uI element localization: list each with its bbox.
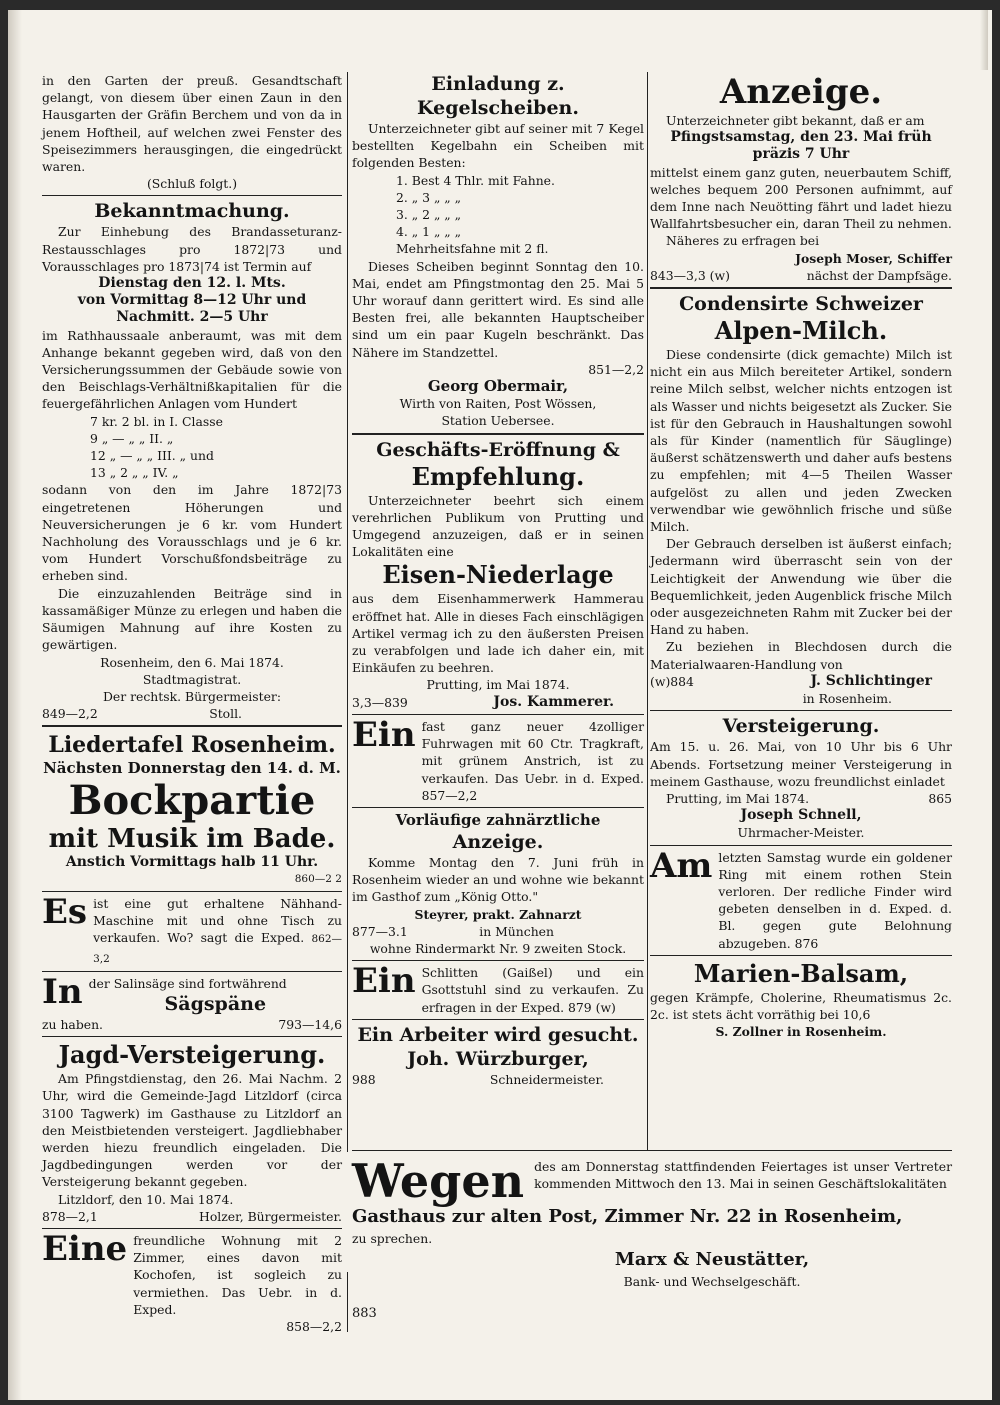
ad-title: Geschäfts-Eröffnung & — [376, 438, 620, 461]
ad-text: Diese condensirte (dick gemachte) Milch ist nicht ein aus Milch bereiteter Artikel, sondern reine Milch selbst, welcher nichts entzogen ist als Wasser und nichts beigesetzt als Zucker. Sie ist für den Gebrauch in Haushaltungen sowohl als für Kinder (namentlich für Säuglinge) äußerst schätzenswerth und daher aufs bestens zu empfehlen; mit 4—5 Theilen Wasser aufgelöst zu allen und jeden Zwecken verwendbar wie gewöhnlich frische und süße Milch. — [650, 347, 952, 535]
ad-signature-line: Uhrmacher-Meister. — [737, 825, 865, 841]
rate-line: 12 „ — „ „ III. „ und — [90, 448, 214, 464]
divider — [42, 971, 342, 972]
ad-code: 865 — [928, 790, 952, 806]
ad-title-2: Anzeige. — [452, 830, 544, 853]
ad-text: Zu beziehen in Blechdosen durch die Materialwaaren-Handlung von — [650, 639, 952, 672]
prize-line: 2. „ 3 „ „ „ — [396, 189, 462, 205]
ad-wohnung — [42, 1228, 342, 1335]
ad-ring — [650, 845, 952, 952]
ad-text: freundliche Wohnung mit 2 Zimmer, eines davon mit Kochofen, ist sogleich zu vermiethen. Das Uebr. in d. Exped. — [133, 1232, 342, 1317]
continuation-note: (Schluß folgt.) — [146, 176, 238, 192]
ad-signature: Marx & Neustätter, — [614, 1249, 810, 1271]
prize-line: 4. „ 1 „ „ „ — [396, 224, 462, 240]
notice-text-4: Die einzuzahlenden Beiträge sind in kassamäßiger Münze zu erlegen und haben die Säumigen Mahnung auf ihre Kosten zu gewärtigen. — [42, 585, 342, 653]
notice-signature: Stoll. — [209, 706, 242, 722]
divider — [42, 891, 342, 892]
divider — [42, 195, 342, 196]
newspaper-page — [8, 10, 992, 1400]
ad-title: Einladung z. Kegelscheiben. — [417, 73, 579, 119]
notice-footer — [42, 705, 342, 722]
divider — [650, 955, 952, 956]
ad-text: Komme Montag den 7. Juni früh in Rosenheim wieder an und wohne wie bekannt im Gasthof zum „König Otto." — [352, 854, 644, 905]
ad-signature-line: Bank- und Wechselgeschäft. — [623, 1274, 801, 1290]
rate-line: 9 „ — „ „ II. „ — [90, 430, 174, 446]
ad-text: Am Pfingstdienstag, den 26. Mai Nachm. 2 Uhr, wird die Gemeinde-Jagd Litzldorf (circa 3100 Tagwerk) im Gasthause zu Litzldorf an den Meistbietenden versteigert. Jagdliebhaber werden hiezu freundlich eingeladen. Die Jagdbedingungen werden vor der Versteigerung bekannt gegeben. — [42, 1071, 342, 1190]
ad-fuhrwagen — [352, 714, 644, 804]
drop-cap: In — [42, 971, 83, 1012]
ad-title: Ein Arbeiter wird gesucht. — [357, 1023, 639, 1046]
ad-signature: Holzer, Bürgermeister. — [199, 1208, 342, 1224]
drop-cap: Ein — [352, 961, 416, 1002]
ad-code: 843—3,3 (w) — [650, 267, 730, 283]
ad-alpenmilch — [650, 292, 952, 707]
notice-office: Stadtmagistrat. — [142, 671, 242, 687]
ad-code: 849—2,2 — [42, 706, 98, 722]
ad-signature: Joseph Moser, Schiffer — [795, 250, 952, 266]
ad-text: Unterzeichneter beehrt sich einem verehrlichen Publikum von Prutting und Umgegend anzuzeigen, daß er in seinen Lokalitäten eine — [352, 492, 644, 560]
notice-title: Bekanntmachung. — [94, 200, 290, 223]
notice-text-2: im Rathhaussaale anberaumt, was mit dem Anhange bekannt gegeben wird, daß von den Versicherungssummen der Gebäude sowie von den Beischlags-Verhältnißkapitalien für die feuergefährlichen Anlagen vom Hundert — [42, 327, 342, 412]
notice-text-3: sodann von den im Jahre 1872|73 eingetretenen Höherungen und Neuversicherungen je 6 kr. vom Hundert Nachholung des Vorausschlags und je 6 kr. vom Hundert Vorschußfondsbeiträge zu erheben sind. — [42, 482, 342, 584]
ad-marx-neustaetter — [352, 1154, 952, 1290]
ad-text: Unterzeichneter gibt auf seiner mit 7 Kegel bestellten Kegelbahn ein Scheiben mit folgenden Besten: — [352, 121, 644, 171]
ad-zahnarzt — [352, 811, 644, 957]
divider — [352, 433, 644, 435]
ad-code: 851—2,2 — [588, 361, 644, 377]
ad-versteigerung — [650, 714, 952, 841]
ad-schlitten — [352, 961, 644, 1016]
ad-date: Pfingstsamstag, den 23. Mai früh — [670, 129, 932, 146]
ad-naehmaschine — [42, 891, 342, 968]
notice-place-date: Rosenheim, den 6. Mai 1874. — [100, 654, 284, 670]
ad-anzeige-schiff — [650, 72, 952, 284]
divider — [650, 287, 952, 289]
ad-title: Vorläufige zahnärztliche — [395, 810, 601, 829]
ad-code: 879 (w) — [568, 999, 616, 1015]
ad-code: (w)884 — [650, 673, 694, 689]
ad-text: Am 15. u. 26. Mai, von 10 Uhr bis 6 Uhr Abends. Fortsetzung meiner Versteigerung in meinem Gasthause, wozu freundlichst einladet — [650, 739, 952, 789]
ad-text: mittelst einem ganz guten, neuerbautem Schiff, welches bequem 200 Personen aufnimmt, auf dem Inne nach Neuötting fährt und ladet hiezu Wallfahrtsbesucher ein, daran Theil zu nehmen. — [650, 164, 952, 232]
ad-saegspaene — [42, 971, 342, 1033]
ad-title: Condensirte Schweizer — [679, 293, 923, 316]
ad-text: letzten Samstag wurde ein goldener Ring mit einem rothen Stein verloren. Der redliche Finder wird gebeten denselben in d. Exped. d. Bl. gegen gute Belohnung abzugeben. — [718, 849, 952, 951]
notice-time-1: von Vormittag 8—12 Uhr und — [77, 292, 307, 309]
ad-city: in München — [479, 923, 554, 939]
column-rule-2 — [647, 72, 648, 1150]
ad-place-date: Prutting, im Mai 1874. — [666, 790, 810, 806]
ad-signature: Joseph Schnell, — [740, 807, 862, 824]
ad-title-2: Alpen-Milch. — [714, 316, 888, 346]
ad-text: aus dem Eisenhammerwerk Hammerau eröffnet hat. Alle in dieses Fach einschlägigen Artikel vermag ich zu den äußersten Preisen zu verabfolgen und lade ich daher ein, mit Einkäufen zu beehren. — [352, 591, 644, 676]
ad-music-line: mit Musik im Bade. — [48, 823, 336, 854]
ad-signature: Jos. Kammerer. — [493, 693, 614, 710]
ad-subtitle: Nächsten Donnerstag den 14. d. M. — [43, 759, 341, 778]
rate-line: 7 kr. 2 bl. in I. Classe — [90, 413, 223, 429]
drop-cap: Wegen — [352, 1154, 525, 1208]
ad-text: Näheres zu erfragen bei — [666, 233, 820, 249]
column-rule-1-bottom — [347, 1272, 348, 1332]
ad-text: gegen Krämpfe, Cholerine, Rheumatismus 2c. 2c. ist stets ächt vorräthig bei — [650, 989, 952, 1022]
rate-line: 13 „ 2 „ „ IV. „ — [90, 465, 179, 481]
drop-cap: Es — [42, 891, 88, 932]
ad-time: präzis 7 Uhr — [752, 146, 850, 163]
ad-title: Jagd-Versteigerung. — [58, 1040, 326, 1070]
notice-text: Zur Einhebung des Brandasseturanz-Restausschlages pro 1872|73 und Vorausschlages pro 1873|74 ist Termin auf — [42, 224, 342, 274]
ad-code: 857—2,2 — [421, 787, 478, 803]
ad-code: 883 — [352, 1306, 377, 1321]
prize-line: Mehrheitsfahne mit 2 fl. — [396, 241, 549, 257]
divider — [352, 1150, 952, 1151]
ad-place-date: Prutting, im Mai 1874. — [426, 677, 570, 693]
ad-marienbalsam — [650, 959, 952, 1041]
prize-line: 3. „ 2 „ „ „ — [396, 207, 462, 223]
ad-title: Anzeige. — [719, 72, 883, 112]
divider — [352, 807, 644, 808]
ad-text: des am Donnerstag stattfindenden Feiertages ist unser Vertreter kommenden Mittwoch den 13. Mai in seinen Geschäftslokalitäten — [534, 1159, 952, 1192]
ad-code: 876 — [794, 935, 819, 951]
ad-text: Schlitten (Gaißel) und ein Gsottstuhl sind zu verkaufen. Zu erfragen in der Exped. — [421, 965, 644, 1015]
notice-bekanntmachung — [42, 199, 342, 722]
ad-text: Der Gebrauch derselben ist äußerst einfach; Jedermann wird überrascht sein von der Leichtigkeit der Anwendung wie über die Bequemlichkeit, jeden Augenblick frische Milch oder ausgezeichneten Rahm mit Zucker bei der Hand zu haben. — [650, 536, 952, 638]
ad-text: der Salinsäge sind fortwährend — [88, 975, 287, 991]
ad-city: in Rosenheim. — [802, 691, 892, 707]
column-3 — [650, 72, 952, 1040]
ad-code: 10,6 — [842, 1006, 871, 1022]
ad-signature: Georg Obermair, — [427, 377, 569, 396]
ad-location: nächst der Dampfsäge. — [806, 267, 952, 283]
ad-arbeiter — [352, 1023, 644, 1088]
drop-cap: Eine — [42, 1228, 128, 1269]
ad-code: 860—2 2 — [294, 872, 342, 885]
ad-code: 988 — [352, 1071, 376, 1087]
ad-signature-line: Wirth von Raiten, Post Wössen, — [399, 396, 597, 412]
ad-address-line: Gasthaus zur alten Post, Zimmer Nr. 22 in Rosenheim, — [352, 1206, 903, 1227]
ad-code: 877—3.1 — [352, 923, 408, 939]
ad-text: ist eine gut erhaltene Nähhand-Maschine mit und ohne Tisch zu verkaufen. Wo? sagt die Exped. — [93, 895, 342, 946]
ad-code: 858—2,2 — [286, 1318, 342, 1334]
ad-title: Liedertafel Rosenheim. — [48, 732, 336, 759]
column-2 — [352, 72, 644, 1088]
drop-cap: Ein — [352, 714, 416, 755]
divider — [42, 725, 342, 727]
ad-code: 862—3,2 — [93, 933, 342, 965]
prize-line: 1. Best 4 Thlr. mit Fahne. — [396, 172, 555, 188]
ad-code: 3,3—839 — [352, 694, 408, 710]
divider — [42, 1036, 342, 1037]
notice-time-2: Nachmitt. 2—5 Uhr — [116, 309, 268, 326]
notice-mayor-title: Der rechtsk. Bürgermeister: — [102, 688, 282, 704]
ad-text: Dieses Scheiben beginnt Sonntag den 10. Mai, endet am Pfingstmontag den 25. Mai 5 Uhr worauf dann gerittert wird. Es sind alle Besten frei, alle bekannten Hauptscheiber sind um ein paar Kugeln beschränkt. Das Nähere im Standzettel. — [352, 258, 644, 360]
ad-signature: S. Zollner in Rosenheim. — [715, 1024, 887, 1040]
ad-title: Marien-Balsam, — [693, 958, 909, 988]
ad-text: fast ganz neuer 4zolliger Fuhrwagen mit 60 Ctr. Tragkraft, mit grünem Anstrich, ist zu verkaufen. Das Uebr. in d. Exped. — [421, 718, 644, 786]
divider — [352, 1019, 644, 1020]
page-edge-right — [980, 10, 988, 70]
drop-cap: Am — [650, 845, 713, 886]
ad-kegelscheiben — [352, 72, 644, 430]
ad-start-time: Anstich Vormittags halb 11 Uhr. — [65, 853, 319, 870]
column-1 — [42, 72, 342, 1335]
ad-liedertafel — [42, 730, 342, 888]
column-rule-1 — [347, 72, 348, 1152]
ad-address: wohne Rindermarkt Nr. 9 zweiten Stock. — [369, 940, 627, 956]
ad-headline: Bockpartie — [68, 776, 316, 824]
ad-headline: Sägspäne — [164, 992, 267, 1015]
ad-signature: Joh. Würzburger, — [407, 1047, 589, 1070]
ad-title: Versteigerung. — [722, 715, 880, 738]
ad-signature-line: Station Uebersee. — [441, 413, 555, 429]
ad-geschaeftseroeffnung — [352, 438, 644, 711]
ad-text: zu haben. — [42, 1016, 103, 1032]
ad-code: 793—14,6 — [278, 1016, 342, 1032]
notice-date: Dienstag den 12. l. Mts. — [98, 275, 286, 292]
ad-text: zu sprechen. — [352, 1231, 433, 1246]
ad-signature: Steyrer, prakt. Zahnarzt — [414, 906, 582, 922]
ad-headline: Eisen-Niederlage — [382, 560, 614, 590]
ad-place-date: Litzldorf, den 10. Mai 1874. — [58, 1191, 234, 1207]
ad-signature: J. Schlichtinger — [810, 672, 932, 689]
ad-jagd — [42, 1040, 342, 1225]
ad-text: Unterzeichneter gibt bekannt, daß er am — [666, 113, 925, 128]
ad-title-2: Empfehlung. — [411, 461, 585, 491]
article-continuation: in den Garten der preuß. Gesandtschaft gelangt, von diesem über einen Zaun in den Hausgarten der Gräfin Berchem und von da in jenem Hoftheil, auf welchen zwei Fenster des Speisezimmers herausgingen, die eingedrückt waren. — [42, 73, 342, 175]
page-edge-shadow — [8, 10, 22, 1400]
divider — [650, 710, 952, 711]
ad-signature-line: Schneidermeister. — [489, 1071, 604, 1087]
ad-code: 878—2,1 — [42, 1208, 98, 1224]
